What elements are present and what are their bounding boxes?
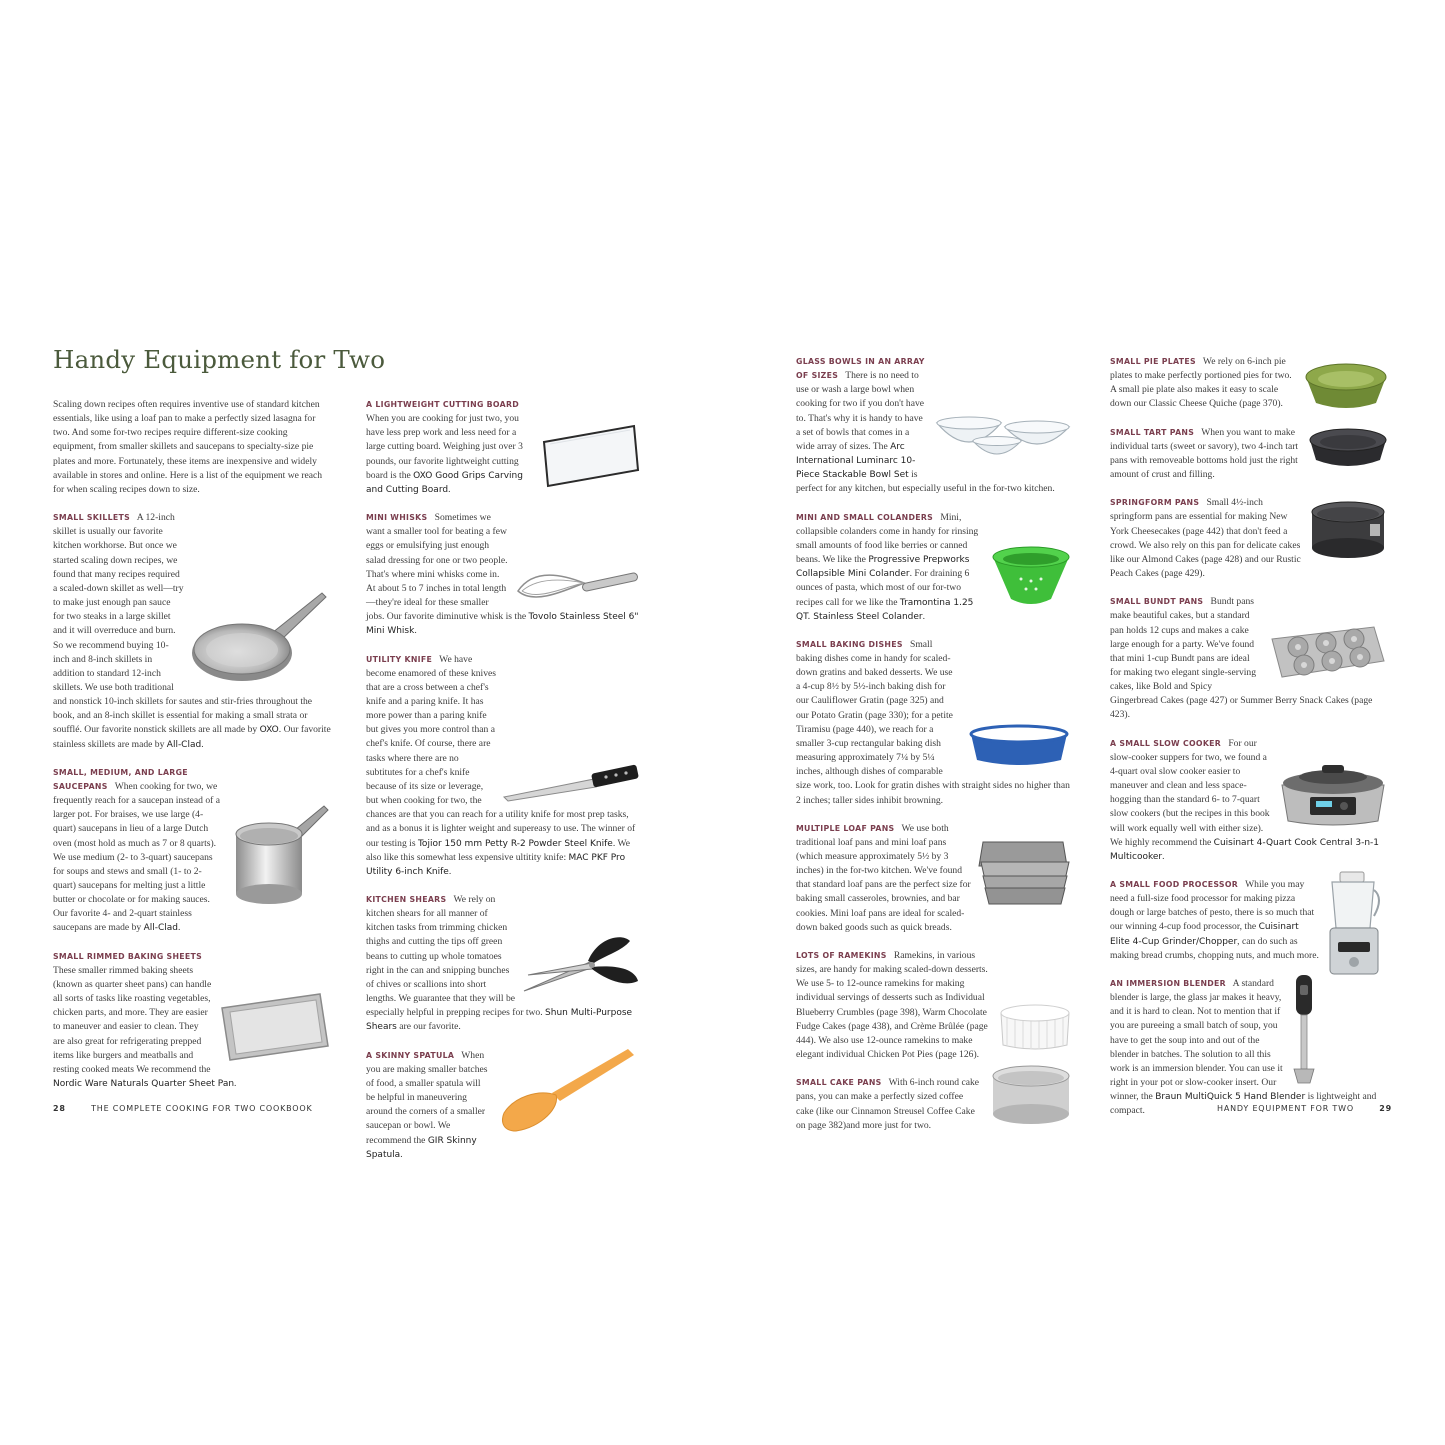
baking-sheet-icon bbox=[218, 990, 330, 1064]
bundt-pans-entry: SMALL BUNDT PANS Bundt pans make beautiful cakes, but a standard pan holds 12 cups and makes a cake large enough for a party. We've found that mini 1-cup Bundt pans are ideal for making two elegant single-serving cakes, like Bold and Spicy Gingerbread Cakes (page 427) or Summer Berry Snack Cakes (page 423). bbox=[1110, 595, 1390, 722]
small-skillets-entry: SMALL SKILLETS A 12-inch skillet is usually our favorite kitchen workhorse. But once we started scaling down recipes, we found that many recipes required a scaled-down skillet as well—try to make just enough pan sauce for two steaks in a large skillet and it will overreduce and burn. So we recommend buying 10-inch and 8-inch skillets in addition to standard 12-inch skillets. We use both traditional and nonstick 10-inch skillets for sautes and stir-fries throughout the book, and an 8-inch skillet is essential for making a small strata or soufflé. Our favorite nonstick skillets are all made by OXO. Our favorite stainless skillets are made by All-Clad. bbox=[53, 512, 331, 750]
left-column-2 bbox=[366, 398, 644, 1176]
mini-whisks-entry: MINI WHISKS Sometimes we want a smaller tool for beating a few eggs or emulsifying just enough salad dressing for one or two people. That's where mini whisks come in. At about 5 to 7 inches in total length—they're ideal for these smaller jobs. Our favorite diminutive whisk is the Tovolo Stainless Steel 6" Mini Whisk. bbox=[366, 511, 644, 638]
product-name: Cuisinart 4-Quart Cook Central 3-n-1 Multicooker bbox=[1110, 837, 1380, 862]
product-name: OXO bbox=[259, 725, 279, 736]
baking-sheets-entry: SMALL RIMMED BAKING SHEETS These smaller rimmed baking sheets (known as quarter sheet pans) can handle all sorts of tasks like roasting vegetables, chicken parts, and more. They are easier to maneuver and easier to clean. They are also great for refrigerating prepped items like burgers and meatballs and resting cooked meats We recommend the Nordic Ware Naturals Quarter Sheet Pan. bbox=[53, 950, 332, 1092]
slow-cooker-icon bbox=[1278, 763, 1388, 829]
cake-pans-entry: SMALL CAKE PANS With 6-inch round cake pans, you can make a perfectly sized coffee cake (like our Cinnamon Streusel Coffee Cake on page 382)and more just for two. bbox=[796, 1076, 1075, 1133]
pie-plates-entry: SMALL PIE PLATES We rely on 6-inch pie plates to make perfectly portioned pies for two. A small pie plate also makes it easy to scale down our Classic Cheese Quiche (page 370). bbox=[1110, 355, 1390, 412]
product-name: MAC PKF Pro Utility 6-inch Knife bbox=[366, 852, 626, 877]
tart-pans-heading: SMALL TART PANS bbox=[1110, 427, 1195, 437]
page-title: Handy Equipment for Two bbox=[53, 345, 386, 374]
utility-knife-heading: UTILITY KNIFE bbox=[366, 654, 433, 664]
loaf-pan-icon bbox=[977, 836, 1073, 908]
product-name: Tojior 150 mm Petty R-2 Powder Steel Knife bbox=[417, 838, 613, 849]
ramekins-entry: LOTS OF RAMEKINS Ramekins, in various sizes, are handy for making scaled-down desserts. We use 5- to 12-ounce ramekins for making individual servings of desserts such as Individual Blueberry Crumbles (page 398), Warm Chocolate Fudge Cakes (page 438), and Crème Brûlée (page 444). We also use 12-ounce ramekins to make elegant individual Chicken Pot Pies (page 126). bbox=[796, 949, 1075, 1062]
product-name: Braun MultiQuick 5 Hand Blender bbox=[1155, 1092, 1306, 1103]
colanders-heading: MINI AND SMALL COLANDERS bbox=[796, 512, 934, 522]
food-processor-entry: A SMALL FOOD PROCESSOR While you may need a full-size food processor for making pizza dough or large batches of pesto, there is so much that our winning 4-cup food processor, the Cuisinart Elite 4-Cup Grinder/Chopper, can do such as making bread crumbs, chopping nuts, and much more. bbox=[1110, 878, 1390, 963]
product-name: OXO Good Grips Carving and Cutting Board bbox=[366, 470, 523, 495]
loaf-pans-entry: MULTIPLE LOAF PANS We use both traditional loaf pans and mini loaf pans (which measure approximately 5½ by 3 inches) in the for-two kitchen. We've found that standard loaf pans are the perfect size for baking small casseroles, brownies, and bar cookies. Mini loaf pans are ideal for scaled-down baked goods such as quick breads. bbox=[796, 822, 1075, 935]
immersion-blender-entry: AN IMMERSION BLENDER A standard blender is large, the glass jar makes it heavy, and it is hard to clean. Not to mention that if you are pureeing a small batch of soup, you have to get the soup into and out of the blender in batches. The solution to all this work is an immersion blender. You can use it right in your pot or slow-cooker insert. Our winner, the Braun MultiQuick 5 Hand Blender is lightweight and compact. bbox=[1110, 977, 1390, 1119]
glass-bowls-entry: GLASS BOWLS IN AN ARRAY OF SIZES There is no need to use or wash a large bowl when cooking for two if you don't have to. That's why it is handy to have a set of bowls that comes in a wide array of sizes. The Arc International Luminarc 10-Piece Stackable Bowl Set is perfect for any kitchen, but especially useful in the for-two kitchen. bbox=[796, 355, 1075, 497]
glass-bowls-icon bbox=[935, 413, 1073, 467]
whisk-icon bbox=[514, 561, 642, 603]
knife-icon bbox=[502, 755, 642, 805]
saucepan-icon bbox=[230, 804, 330, 906]
product-name: Shun Multi-Purpose Shears bbox=[366, 1008, 633, 1033]
shears-icon bbox=[522, 931, 642, 997]
kitchen-shears-heading: KITCHEN SHEARS bbox=[366, 895, 447, 904]
right-running-head: HANDY EQUIPMENT FOR TWO bbox=[1217, 1104, 1354, 1113]
product-name: Progressive Prepworks Collapsible Mini Colander bbox=[796, 555, 970, 580]
skillet-icon bbox=[190, 585, 330, 685]
product-name: Tramontina 1.25 QT. Stainless Steel Colander bbox=[796, 597, 974, 622]
skinny-spatula-heading: A SKINNY SPATULA bbox=[366, 1050, 455, 1060]
springform-entry: SPRINGFORM PANS Small 4½-inch springform pans are essential for making New York Cheesecakes (page 442) that don't feed a crowd. We also rely on this pan for delicate cakes like our Almond Cakes (page 428) and our Rustic Peach Cakes (page 429). bbox=[1110, 496, 1390, 581]
right-page-number: 29 bbox=[1379, 1104, 1392, 1113]
product-name: Arc International Luminarc 10-Piece Stackable Bowl Set bbox=[796, 441, 916, 481]
glass-bowls-heading: GLASS BOWLS IN AN ARRAY OF SIZES bbox=[796, 357, 925, 381]
kitchen-shears-entry: KITCHEN SHEARS We rely on kitchen shears for all manner of kitchen tasks from trimming chicken thighs and cutting the tips off green beans to cutting up whole tomatoes right in the can and snipping bunches of chives or scallions into short lengths. We guarantee that they will be especially helpful in prepping recipes for two. Shun Multi-Purpose Shears are our favorite. bbox=[366, 893, 644, 1035]
food-processor-heading: A SMALL FOOD PROCESSOR bbox=[1110, 880, 1239, 889]
cake-pans-heading: SMALL CAKE PANS bbox=[796, 1078, 882, 1088]
food-processor-icon bbox=[1326, 870, 1388, 978]
product-name: Nordic Ware Naturals Quarter Sheet Pan bbox=[53, 1079, 235, 1090]
baking-dish-icon bbox=[965, 720, 1073, 770]
product-name: Cuisinart Elite 4-Cup Grinder/Chopper bbox=[1110, 922, 1299, 947]
mini-whisks-heading: MINI WHISKS bbox=[366, 513, 428, 523]
slow-cooker-heading: A SMALL SLOW COOKER bbox=[1110, 738, 1222, 748]
colander-icon bbox=[989, 543, 1073, 611]
colanders-entry: MINI AND SMALL COLANDERS Mini, collapsible colanders come in handy for rinsing small amounts of food like berries or canned beans. We like the Progressive Prepworks Collapsible Mini Colander. For draining 6 ounces of pasta, which most of our for-two recipes call for we like the Tramontina 1.25 QT. Stainless Steel Colander. bbox=[796, 511, 1075, 624]
cake-pan-icon bbox=[989, 1062, 1073, 1126]
product-name: All-Clad bbox=[166, 739, 202, 750]
springform-pan-icon bbox=[1308, 498, 1388, 562]
product-name: Tovolo Stainless Steel 6" Mini Whisk bbox=[366, 612, 639, 637]
ramekin-icon bbox=[997, 1001, 1073, 1055]
ramekins-heading: LOTS OF RAMEKINS bbox=[796, 950, 887, 960]
right-column-2 bbox=[1110, 355, 1390, 1133]
left-page-number: 28 bbox=[53, 1104, 66, 1113]
cutting-board-heading: A LIGHTWEIGHT CUTTING BOARD bbox=[366, 400, 520, 409]
left-running-head: THE COMPLETE COOKING FOR TWO COOKBOOK bbox=[91, 1104, 313, 1113]
baking-sheets-heading: SMALL RIMMED BAKING SHEETS bbox=[53, 951, 203, 961]
left-footer bbox=[53, 1104, 313, 1113]
saucepans-entry: SMALL, MEDIUM, AND LARGE SAUCEPANS When cooking for two, we frequently reach for a saucepan instead of a larger pot. For braises, we use large (4-quart) saucepans in lieu of a large Dutch oven (most hold as much as 7 or 8 quarts). We use medium (2- to 3-quart) saucepans for soups and stews and small (1- to 2-quart) saucepans for melting just a little butter or chocolate or for making sauces. Our favorite 4- and 2-quart stainless saucepans are made by All-Clad. bbox=[53, 766, 332, 936]
small-skillets-heading: SMALL SKILLETS bbox=[53, 513, 131, 523]
tart-pan-icon bbox=[1308, 426, 1388, 474]
pie-plates-heading: SMALL PIE PLATES bbox=[1110, 357, 1196, 366]
right-column-1 bbox=[796, 355, 1075, 1147]
springform-heading: SPRINGFORM PANS bbox=[1110, 498, 1200, 508]
bundt-pans-heading: SMALL BUNDT PANS bbox=[1110, 597, 1204, 607]
pie-plate-icon bbox=[1304, 359, 1388, 413]
loaf-pans-heading: MULTIPLE LOAF PANS bbox=[796, 823, 895, 833]
baking-dishes-heading: SMALL BAKING DISHES bbox=[796, 639, 903, 649]
cutting-board-entry: A LIGHTWEIGHT CUTTING BOARD When you are cooking for just two, you have less prep work and less need for a large cutting board. Weighing just over 3 pounds, our favorite lightweight cutting board is the OXO Good Grips Carving and Cutting Board. bbox=[366, 398, 644, 497]
tart-pans-entry: SMALL TART PANS When you want to make individual tarts (sweet or savory), two 4-inch tart pans with removeable bottoms hold just the right amount of crust and filling. bbox=[1110, 426, 1390, 483]
skinny-spatula-entry: A SKINNY SPATULA When you are making smaller batches of food, a smaller spatula will be helpful in maneuvering around the corners of a smaller saucepan or bowl. We recommend the GIR Skinny Spatula. bbox=[366, 1049, 644, 1162]
immersion-blender-heading: AN IMMERSION BLENDER bbox=[1110, 978, 1226, 988]
bundt-pan-icon bbox=[1268, 623, 1388, 681]
intro-paragraph: Scaling down recipes often requires inventive use of standard kitchen essentials, like using a loaf pan to make a perfectly sized lasagna for two. And some for-two recipes require different-size cooking equipment, from smaller skillets and saucepans to specialty-size pie plates and more. Fortunately, these items are inexpensive and widely available in stores and online. Here is a list of the equipment we reach for when scaling recipes down to size. bbox=[53, 399, 323, 495]
left-column-1 bbox=[53, 398, 332, 1105]
product-name: All-Clad bbox=[143, 923, 178, 934]
utility-knife-entry: UTILITY KNIFE We have become enamored of these knives that are a cross between a chef's knife and a paring knife. It has more power than a paring knife but gives you more control than a chef's knife. Of course, there are tasks where there are no subtitutes for a chef's knife because of its size or leverage, but when cooking for two, the chances are that you can reach for a utility knife for most prep tasks, and as a bonus it is lighter weight and supereasy to use. The winner of our testing is Tojior 150 mm Petty R-2 Powder Steel Knife. We also like this somewhat less expensive ultitity knife: MAC PKF Pro Utility 6-inch Knife. bbox=[366, 653, 644, 880]
right-footer bbox=[1217, 1104, 1392, 1113]
spatula-icon bbox=[496, 1041, 642, 1137]
baking-dishes-entry: SMALL BAKING DISHES Small baking dishes come in handy for scaled-down gratins and baked desserts. We use a 4-cup 8½ by 5½-inch baking dish for our Cauliflower Gratin (page 325) and our Potato Gratin (page 330); for a petite Tiramisu (page 440), we reach for a smaller 3-cup rectangular baking dish measuring approximately 7¼ by 5¼ inches, although dishes of comparable size work, too. Look for gratin dishes with straight sides no higher than 2 inches; taller sides inhibit browning. bbox=[796, 638, 1075, 808]
cutting-board-icon bbox=[538, 422, 642, 488]
saucepans-heading: SMALL, MEDIUM, AND LARGE SAUCEPANS bbox=[53, 767, 188, 791]
product-name: GIR Skinny Spatula bbox=[366, 1135, 477, 1160]
immersion-blender-icon bbox=[1290, 973, 1318, 1085]
slow-cooker-entry: A SMALL SLOW COOKER For our slow-cooker suppers for two, we found a 4-quart oval slow cooker easier to maneuver and clean and less space-hogging than the standard 6- to 7-quart slow cookers (but the recipes in this book will work equally well with either size). We highly recommend the Cuisinart 4-Quart Cook Central 3-n-1 Multicooker. bbox=[1110, 737, 1390, 864]
